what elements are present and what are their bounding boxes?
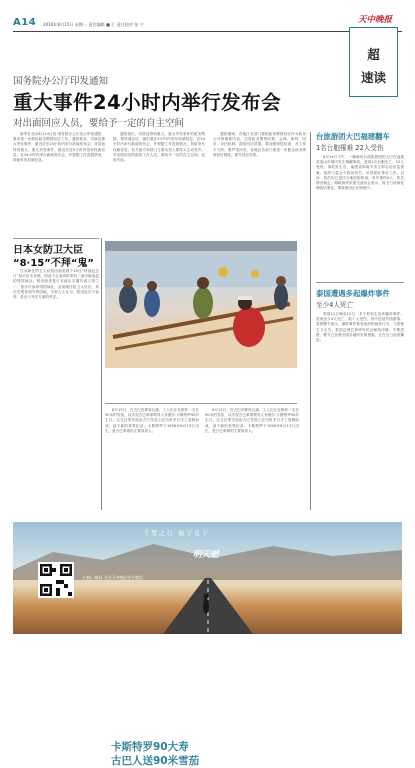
qr-label: 扫描二维码 关注天中晚报官方微信 xyxy=(83,575,143,580)
side-story1-title: 台旅游团大巴福建翻车 xyxy=(316,132,390,141)
column-badge-line1: 超 xyxy=(367,47,380,62)
side-story1-subtitle: 1名台胞罹难 22人受伤 xyxy=(316,144,384,152)
ad-slogan: 千里之行 始于足下 xyxy=(143,529,210,537)
side-story2-body: 泰国11日晚至12日，多个府发生连环爆炸事件，造成至少4人死亡、数十人受伤，其中包括外国游客。泰国警方表示，爆炸事件系有组织的破坏行为，与恐怖主义无关。泰国总理巴育呼吁民众保持冷静，不要恐慌，警方已加强全国各地的安保措施，正在全力追查嫌犯。 xyxy=(316,312,404,343)
column-badge-line2: 速读 xyxy=(360,70,386,85)
column-divider xyxy=(310,132,311,510)
photo-story-body: 8月13日，在古巴首都哈瓦那，工人们正在制作一支长90米的雪茄，以庆祝古巴革命领导人菲德尔·卡斯特罗90岁生日。这支巨型雪茄由古巴雪茄工匠历时多日手工卷制而成，创下新的世界纪录。卡斯特罗于1926年8月13日出生，是古巴革命的主要领导人。 xyxy=(105,408,199,433)
ad-brand: 明天吧 xyxy=(193,550,219,560)
section-divider xyxy=(316,282,404,283)
column-divider xyxy=(101,238,102,510)
main-story-column: 新华社北京8月14日电 国务院办公厅近日印发通知，要求进一步做好政务舆情回应工作。通知要求，对涉及重大突发事件，最迟应在24小时内举行新闻发布会，对其他特别重大、重大突发事件，最迟应在5小时内发布权威信息，在24小时内举行新闻发布会，并根据工作进展情况，持续发布权威信息。 xyxy=(13,132,105,163)
advertisement-banner[interactable] xyxy=(13,522,402,634)
side-story2-title: 泰国遭遇多起爆炸事件 xyxy=(316,289,390,298)
japan-story-title-line2: “8·15”不拜“鬼” xyxy=(13,258,94,269)
japan-story-title-line1: 日本女防卫大臣 xyxy=(13,245,83,256)
main-story-body xyxy=(13,132,306,235)
page-number: A14 xyxy=(13,17,37,28)
japan-story-body: 日本新任防卫大臣稻田朋美将于15日“终战纪念日”前后出访非洲，因此不会参拜供奉有二战甲级战犯的靖国神社。稻田朋美是日本政坛右翼代表人物之一，曾多次参拜靖国神社，此前就任防卫大臣后，其历史观受到外界质疑。分析人士认为，稻田此次不参拜，是出于外交方面的考虑。 xyxy=(13,269,99,300)
cigar-photo xyxy=(105,241,297,368)
main-kicker: 国务院办公厅印发通知 xyxy=(13,76,109,87)
main-story-column: 通知指出，对涉及特别重大、重大突发事件的政务舆情，要快速反应，最迟要在5小时内发布权威信息，在24小时内举行新闻发布会，并根据工作进展情况，持续发布权威信息，有关地方和部门主要负责人要带头主动发声。对出面回应的政府工作人员，要给予一定的自主空间，宽容失误。 xyxy=(113,132,205,163)
main-story-column: 通知强调，各地区各部门要把政务舆情回应作为政务公开的重要内容，完善政务舆情收集、会商、研判、回应、评估机制，提高回应效果。要加强督促检查，对工作不力的，要严肃问责。各地区各部门要进一步健全政务舆情回应制度，提升回应效果。 xyxy=(213,132,306,157)
main-subhead: 对出面回应人员，要给予一定的自主空间 xyxy=(13,118,185,129)
photo-illustration xyxy=(105,241,297,368)
main-headline: 重大事件24小时内举行发布会 xyxy=(13,91,282,114)
side-story2-subtitle: 至少4人死亡 xyxy=(316,301,354,309)
column-badge xyxy=(349,27,398,97)
date-line: 2016年8月15日 星期一 责任编辑 ■ 汇 责任校对 张 宁 xyxy=(43,22,144,27)
photo-caption-line2: 古巴人送90米雪茄 xyxy=(111,755,200,767)
photo-story-body-cont: 8月13日，在古巴首都哈瓦那，工人们正在制作一支长90米的雪茄，以庆祝古巴革命领导人菲德尔·卡斯特罗90岁生日。这支巨型雪茄由古巴雪茄工匠历时多日手工卷制而成，创下新的世界纪录。卡斯特罗于1926年8月13日出生，是古巴革命的主要领导人。 xyxy=(205,408,299,433)
photo-caption-line1: 卡斯特罗90大寿 xyxy=(111,741,189,753)
header-rule xyxy=(13,31,402,32)
qr-code-icon[interactable] xyxy=(38,562,74,598)
newspaper-logo: 天中晚报 xyxy=(357,15,392,25)
side-story1-body: 8月14日下午，一辆载有台湾旅游团的大巴在福建武夷山市境内发生侧翻事故，造成1名台胞死亡、22人受伤。事故发生后，福建省和南平市立即启动应急预案，组织力量全力救治伤员，妥善做好善后工作。目前，伤员均已送往当地医院救治，其中重伤4人，伤员情况稳定。海峡两岸旅游交流协会表示，将全力协助处理善后事宜，事故原因正在调查中。 xyxy=(316,155,404,191)
section-divider xyxy=(13,238,99,239)
